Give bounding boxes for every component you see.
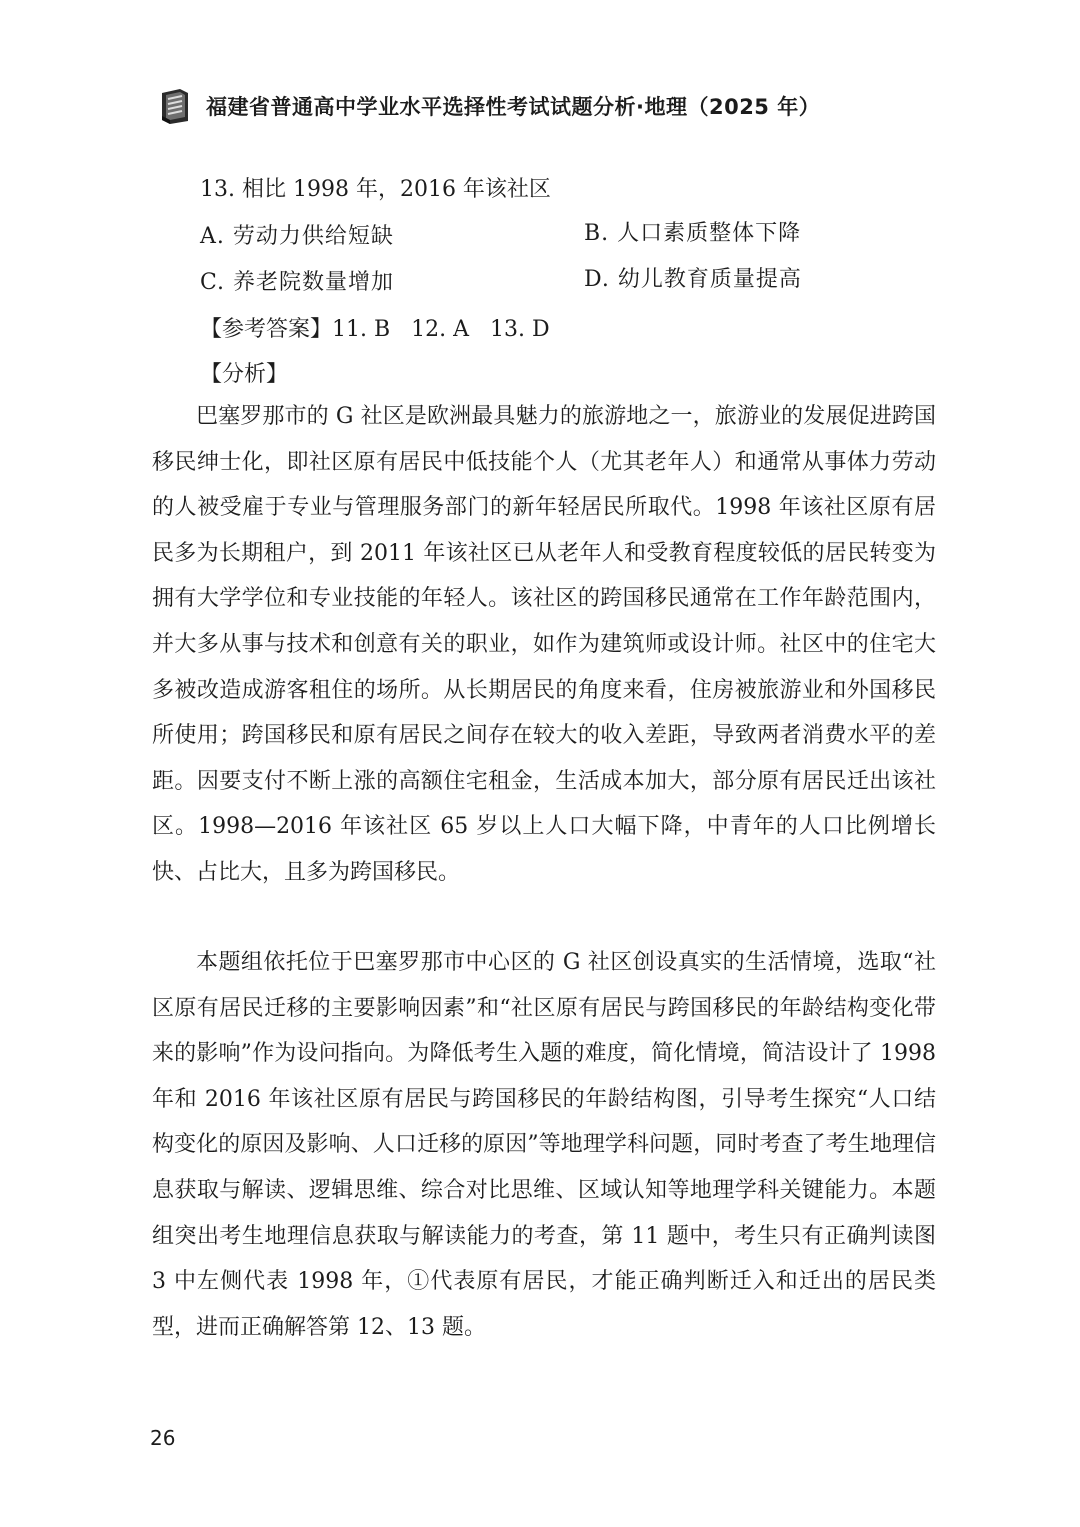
question-stem: 13. 相比 1998 年，2016 年该社区 bbox=[200, 177, 551, 202]
analysis-paragraph-2: 本题组依托位于巴塞罗那市中心区的 G 社区创设真实的生活情境，选取“社区原有居民迁移的主要影响因素”和“社区原有居民与跨国移民的年龄结构变化带来的影响”作为设问指向。为降低考生入题的难度，简化情境，简洁设计了 1998 年和 2016 年该社区原有居民与跨国移民的年龄结构图，引导考生探究“人口结构变化的原因及影响、人口迁移的原因”等地理学科问题，同时考查了考生地理信息获取与解读、逻辑思维、综合对比思维、区域认知等地理学科关键能力。本题组突出考生地理信息获取与解读能力的考查，第 11 题中，考生只有正确判读图 3 中左侧代表 1998 年，①代表原有居民，才能正确判断迁入和迁出的居民类型，进而正确解答第 12、13 题。 bbox=[152, 950, 936, 1340]
header-title: 福建省普通高中学业水平选择性考试试题分析·地理（2025 年） bbox=[206, 95, 821, 119]
analysis-paragraph-1: 巴塞罗那市的 G 社区是欧洲最具魅力的旅游地之一，旅游业的发展促进跨国移民绅士化，即社区原有居民中低技能个人（尤其老年人）和通常从事体力劳动的人被受雇于专业与管理服务部门的新年轻居民所取代。1998 年该社区原有居民多为长期租户，到 2011 年该社区已从老年人和受教育程度较低的居民转变为拥有大学学位和专业技能的年轻人。该社区的跨国移民通常在工作年龄范围内，并大多从事与技术和创意有关的职业，如作为建筑师或设计师。社区中的住宅大多被改造成游客租住的场所。从长期居民的角度来看，住房被旅游业和外国移民所使用；跨国移民和原有居民之间存在较大的收入差距，导致两者消费水平的差距。因要支付不断上涨的高额住宅租金，生活成本加大，部分原有居民迁出该社区。1998—2016 年该社区 65 岁以上人口大幅下降，中青年的人口比例增长快、占比大，且多为跨国移民。 bbox=[152, 404, 936, 885]
answer-line: 【参考答案】11. B 12. A 13. D bbox=[200, 317, 550, 342]
page-number: 26 bbox=[150, 1426, 176, 1450]
option-d: D. 幼儿教育质量提高 bbox=[584, 267, 802, 292]
analysis-heading: 【分析】 bbox=[200, 362, 289, 387]
option-c: C. 养老院数量增加 bbox=[200, 270, 395, 295]
book-icon bbox=[158, 87, 192, 125]
option-b: B. 人口素质整体下降 bbox=[584, 221, 802, 246]
running-header bbox=[158, 86, 820, 126]
option-a: A. 劳动力供给短缺 bbox=[200, 224, 394, 249]
